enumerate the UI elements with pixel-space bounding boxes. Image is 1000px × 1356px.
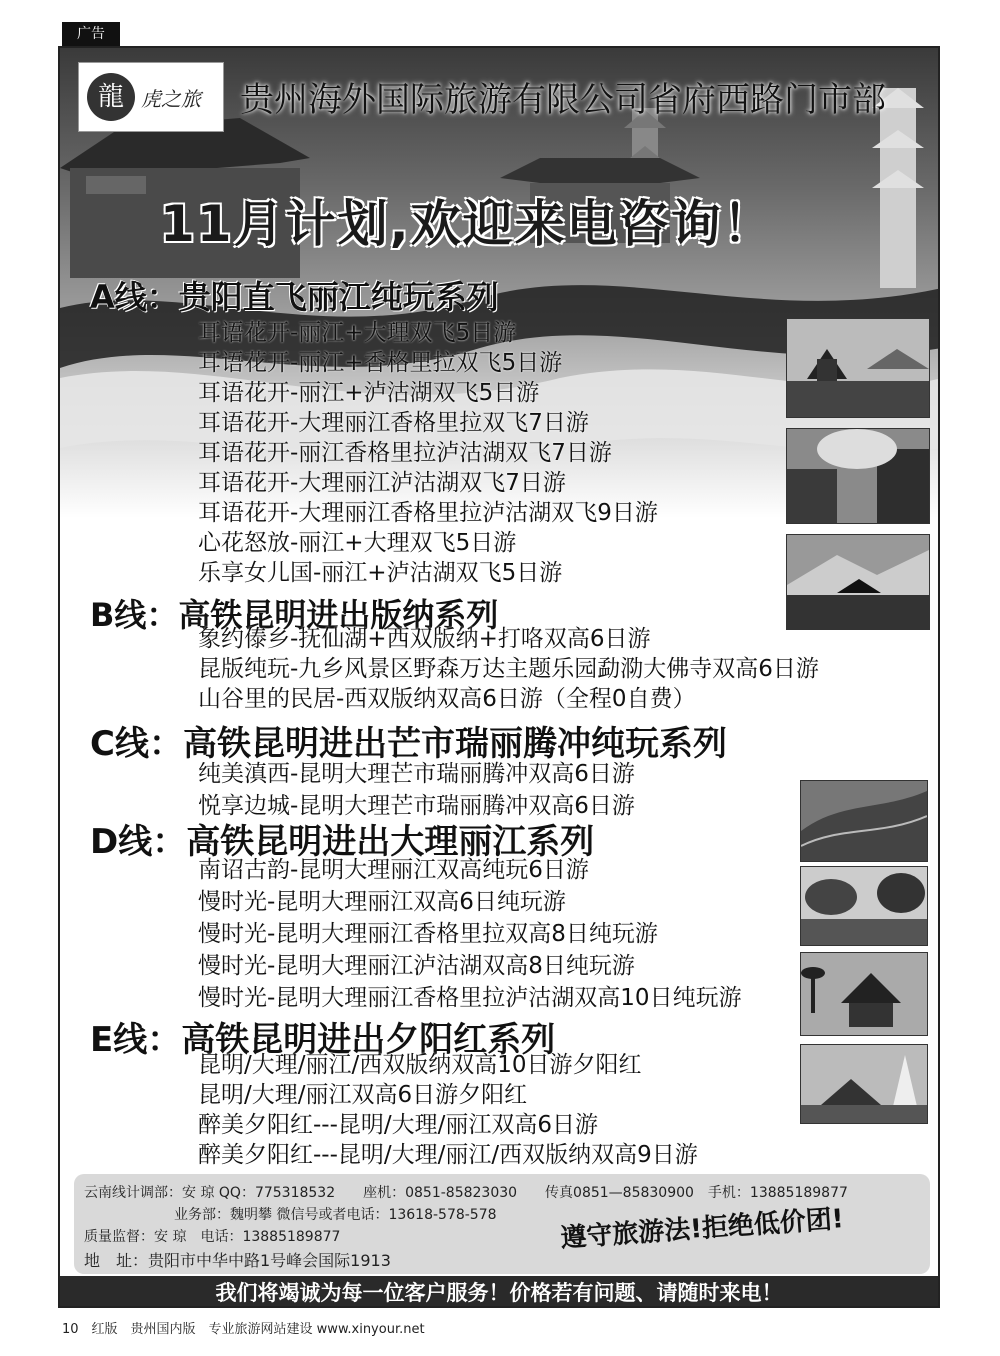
list-item: 耳语花开-丽江+泸沽湖双飞5日游: [198, 380, 540, 406]
list-item: 山谷里的民居-西双版纳双高6日游（全程0自费）: [198, 686, 696, 712]
list-item: 象约傣乡-抚仙湖+西双版纳+打咯双高6日游: [198, 626, 651, 652]
contact-row-dispatch: 云南线计调部：安 琼 QQ：775318532 座机：0851-85823030 传真0851—85830900 手机：13885189877: [84, 1185, 848, 1201]
photo-terraced-hills: [800, 780, 928, 862]
list-item: 南诏古韵-昆明大理丽江双高纯玩6日游: [198, 857, 589, 883]
section-e-title: E线：高铁昆明进出夕阳红系列: [90, 1020, 556, 1060]
list-item: 耳语花开-大理丽江香格里拉双飞7日游: [198, 410, 589, 436]
contact-row-sales: 业务部：魏明攀 微信号或者电话：13618-578-578: [174, 1207, 497, 1223]
list-item: 昆版纯玩-九乡风景区野森万达主题乐园勐泐大佛寺双高6日游: [198, 656, 819, 682]
photo-old-town: [786, 428, 930, 524]
list-item: 慢时光-昆明大理丽江香格里拉泸沽湖双高10日纯玩游: [198, 985, 742, 1011]
list-item: 醉美夕阳红---昆明/大理/丽江双高6日游: [198, 1112, 599, 1138]
contact-row-quality: 质量监督：安 琼 电话：13885189877: [84, 1229, 341, 1245]
headline: 11月计划,欢迎来电咨询！: [160, 195, 775, 253]
logo: [78, 62, 224, 132]
list-item: 耳语花开-丽江+大理双飞5日游: [198, 320, 517, 346]
photo-stupa: [800, 1044, 928, 1124]
list-item: 慢时光-昆明大理丽江泸沽湖双高8日纯玩游: [198, 953, 635, 979]
bottom-banner: 我们将竭诚为每一位客户服务！价格若有问题、请随时来电！: [60, 1276, 938, 1308]
photo-dai-temple: [800, 952, 928, 1036]
contact-row-address: 地 址：贵阳市中华中路1号峰会国际1913: [84, 1251, 391, 1270]
list-item: 慢时光-昆明大理丽江双高6日纯玩游: [198, 889, 566, 915]
dragon-logo-icon: 龍: [87, 73, 135, 121]
list-item: 慢时光-昆明大理丽江香格里拉双高8日纯玩游: [198, 921, 658, 947]
company-name: 贵州海外国际旅游有限公司省府西路门市部: [240, 80, 886, 120]
section-c-list: [198, 758, 635, 822]
advertisement-frame: [58, 46, 940, 1308]
section-e-list: [198, 1050, 698, 1170]
photo-mountain-pavilion: [786, 534, 930, 630]
list-item: 昆明/大理/丽江/西双版纳双高10日游夕阳红: [198, 1052, 642, 1078]
list-item: 纯美滇西-昆明大理芒市瑞丽腾冲双高6日游: [198, 761, 635, 787]
section-a-list: [198, 318, 658, 588]
slogan: 遵守旅游法!拒绝低价团!: [559, 1204, 845, 1254]
list-item: 耳语花开-大理丽江香格里拉泸沽湖双飞9日游: [198, 500, 658, 526]
section-b-list: [198, 624, 819, 714]
list-item: 悦享边城-昆明大理芒市瑞丽腾冲双高6日游: [198, 793, 635, 819]
list-item: 耳语花开-丽江香格里拉泸沽湖双飞7日游: [198, 440, 612, 466]
list-item: 醉美夕阳红---昆明/大理/丽江/西双版纳双高9日游: [198, 1142, 698, 1168]
list-item: 耳语花开-大理丽江泸沽湖双飞7日游: [198, 470, 566, 496]
list-item: 耳语花开-丽江+香格里拉双飞5日游: [198, 350, 563, 376]
list-item: 心花怒放-丽江+大理双飞5日游: [198, 530, 517, 556]
ad-tag: 广告: [62, 22, 120, 46]
section-b-title: B线：高铁昆明进出版纳系列: [90, 596, 499, 634]
page-footer: 10 红版 贵州国内版 专业旅游网站建设 www.xinyour.net: [62, 1322, 425, 1337]
list-item: 昆明/大理/丽江双高6日游夕阳红: [198, 1082, 528, 1108]
list-item: 乐享女儿国-丽江+泸沽湖双飞5日游: [198, 560, 563, 586]
section-d-title: D线：高铁昆明进出大理丽江系列: [90, 822, 595, 862]
photo-garden-bridge: [800, 866, 928, 946]
logo-text: 虎之旅: [141, 86, 201, 111]
section-a-title: A线：贵阳直飞丽江纯玩系列: [90, 278, 499, 316]
section-d-list: [198, 854, 742, 1014]
section-c-title: C线：高铁昆明进出芒市瑞丽腾冲纯玩系列: [90, 724, 727, 764]
photo-pagoda-lake: [786, 318, 930, 418]
